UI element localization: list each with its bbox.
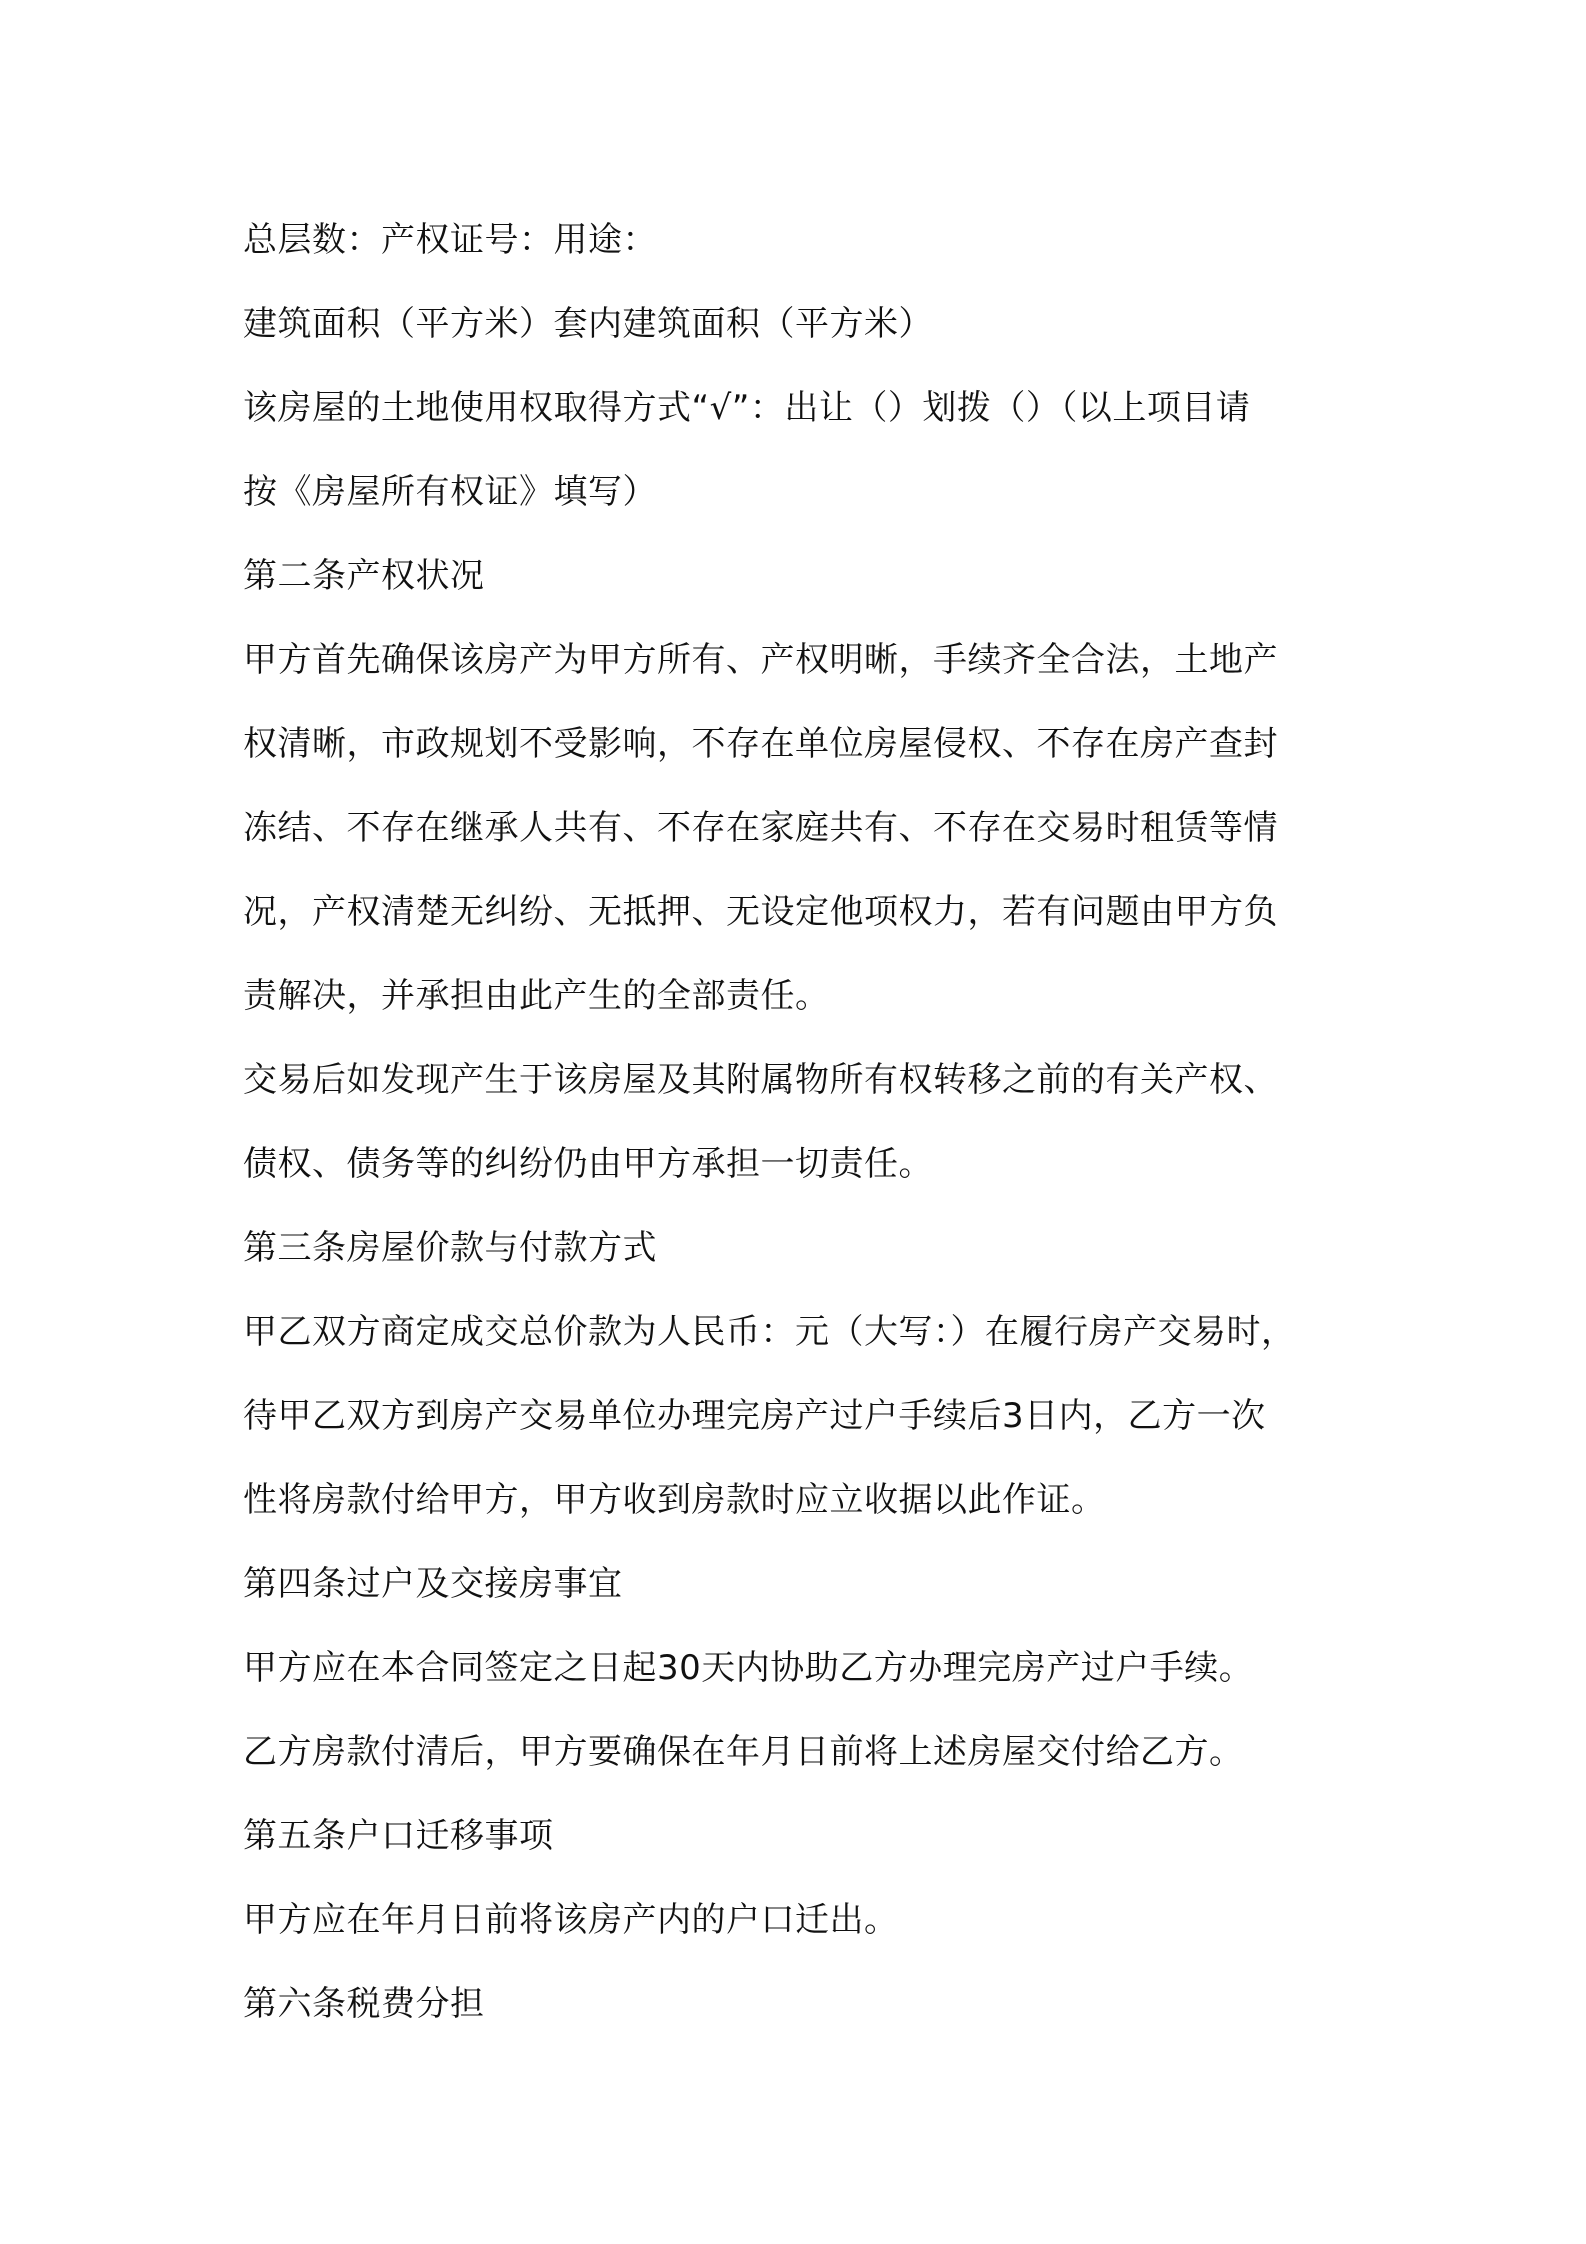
article-2-paragraph2-line: 债权、债务等的纠纷仍由甲方承担一切责任。 bbox=[243, 1144, 933, 1184]
floor-info-line: 总层数：产权证号：用途： bbox=[243, 220, 657, 260]
article-5-heading: 第五条户口迁移事项 bbox=[243, 1816, 554, 1856]
land-use-line-cont: 按《房屋所有权证》填写） bbox=[243, 472, 657, 512]
article-4-paragraph-line: 乙方房款付清后，甲方要确保在年月日前将上述房屋交付给乙方。 bbox=[243, 1732, 1244, 1772]
article-2-paragraph-line: 甲方首先确保该房产为甲方所有、产权明晰，手续齐全合法，土地产 bbox=[243, 640, 1278, 680]
article-6-heading: 第六条税费分担 bbox=[243, 1984, 485, 2024]
article-3-heading: 第三条房屋价款与付款方式 bbox=[243, 1228, 657, 1268]
article-3-paragraph-line: 性将房款付给甲方，甲方收到房款时应立收据以此作证。 bbox=[243, 1480, 1106, 1520]
area-info-line: 建筑面积（平方米）套内建筑面积（平方米） bbox=[243, 304, 933, 344]
article-2-paragraph-line: 冻结、不存在继承人共有、不存在家庭共有、不存在交易时租赁等情 bbox=[243, 808, 1278, 848]
land-use-line: 该房屋的土地使用权取得方式“√”：出让（）划拨（）（以上项目请 bbox=[243, 388, 1251, 428]
article-2-paragraph-line: 责解决，并承担由此产生的全部责任。 bbox=[243, 976, 830, 1016]
article-4-paragraph-line: 甲方应在本合同签定之日起30天内协助乙方办理完房产过户手续。 bbox=[243, 1648, 1254, 1688]
article-2-paragraph-line: 况，产权清楚无纠纷、无抵押、无设定他项权力，若有问题由甲方负 bbox=[243, 892, 1278, 932]
article-4-heading: 第四条过户及交接房事宜 bbox=[243, 1564, 623, 1604]
article-2-paragraph-line: 权清晰，市政规划不受影响，不存在单位房屋侵权、不存在房产查封 bbox=[243, 724, 1278, 764]
article-2-heading: 第二条产权状况 bbox=[243, 556, 485, 596]
article-3-paragraph-line: 甲乙双方商定成交总价款为人民币：元（大写：）在履行房产交易时， bbox=[243, 1312, 1296, 1352]
article-5-paragraph-line: 甲方应在年月日前将该房产内的户口迁出。 bbox=[243, 1900, 899, 1940]
document-body bbox=[243, 198, 1363, 2046]
article-3-paragraph-line: 待甲乙双方到房产交易单位办理完房产过户手续后3日内，乙方一次 bbox=[243, 1396, 1266, 1436]
article-2-paragraph2-line: 交易后如发现产生于该房屋及其附属物所有权转移之前的有关产权、 bbox=[243, 1060, 1278, 1100]
